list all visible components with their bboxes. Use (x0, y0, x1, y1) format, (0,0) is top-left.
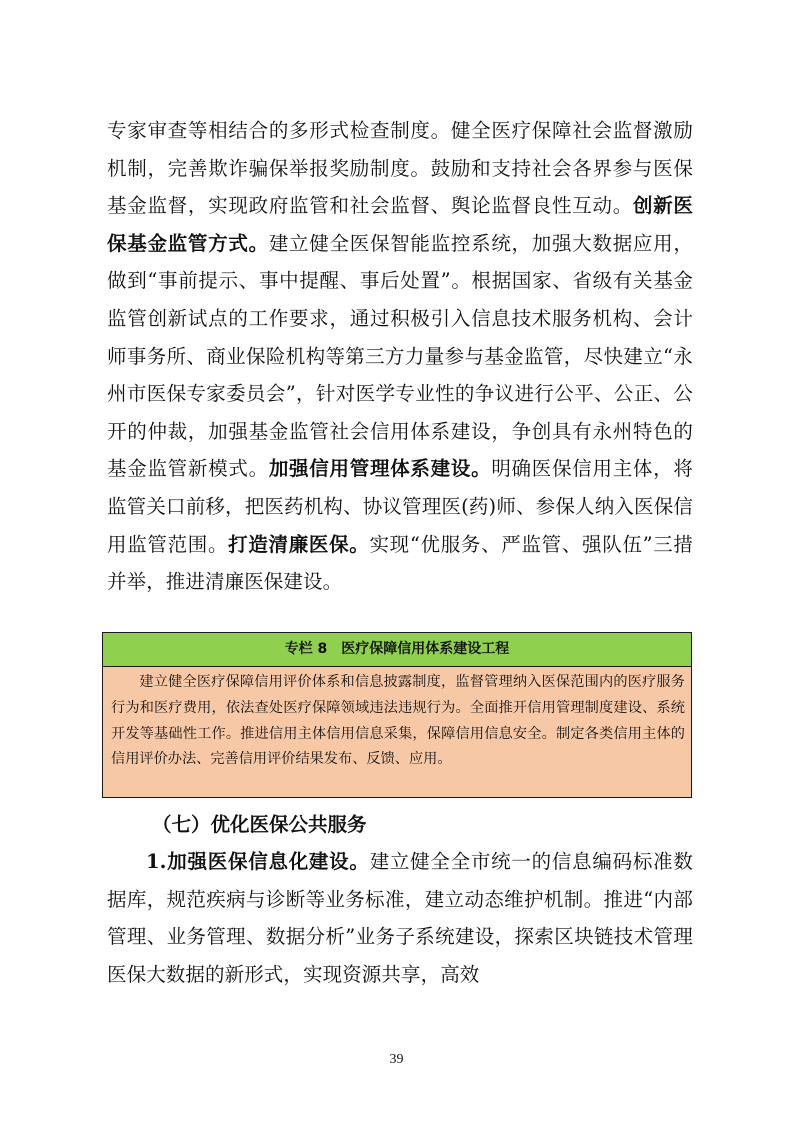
paragraph-fund-supervision (107, 112, 693, 601)
bold-heading-innovate-supervision: 创新医保基金监管方式。 (107, 194, 693, 255)
bold-heading-credit-management: 加强信用管理体系建设。 (268, 457, 492, 481)
column-box-body: 建立健全医疗保障信用评价体系和信息披露制度，监督管理纳入医保范围内的医疗服务行为和医疗费用，依法查处医疗保障领域违法违规行为。全面推开信用管理制度建设、系统开发等基础性工作。推进信用主体信用信息采集，保障信用信息安全。制定各类信用主体的信用评价办法、完善信用评价结果发布、反馈、应用。 (111, 674, 685, 768)
paragraph-informatization (107, 843, 693, 993)
column-box-credit-system (102, 632, 692, 798)
paragraph-text (107, 112, 693, 601)
text-segment: 专家审查等相结合的多形式检查制度。健全医疗保障社会监督激励机制，完善欺诈骗保举报奖励制度。鼓励和支持社会各界参与医保基金监督，实现政府监管和社会监督、舆论监督良性互动。 (107, 119, 693, 218)
page-number: 39 (389, 1052, 404, 1067)
text-segment: 明确医保信用主体，将监管关口前移，把医药机构、协议管理医(药)师、参保人纳入医保信用监管范围。 (107, 457, 693, 556)
column-box-title: 专栏 8 医疗保障信用体系建设工程 (103, 633, 691, 667)
bold-heading-informatization: 1.加强医保信息化建设。 (146, 850, 370, 873)
bold-heading-clean-insurance: 打造清廉医保。 (228, 532, 370, 556)
text-segment: 建立健全医保智能监控系统，加强大数据应用，做到“事前提示、事中提醒、事后处置”。根据国家、省级有关基金监管创新试点的工作要求，通过积极引入信息技术服务机构、会计师事务所、商业保险机构等第三方力量参与基金监管，尽快建立“永州市医保专家委员会”，针对医学专业性的争议进行公平、公正、公开的仲裁，加强基金监管社会信用体系建设，争创具有永州特色的基金监管新模式。 (107, 231, 693, 481)
section-heading: （七）优化医保公共服务 (152, 813, 367, 836)
text-segment: 实现“优服务、严监管、强队伍”三措并举，推进清廉医保建设。 (107, 532, 694, 594)
text-segment: 建立健全全市统一的信息编码标准数据库，规范疾病与诊断等业务标准，建立动态维护机制。推进“内部管理、业务管理、数据分析”业务子系统建设，探索区块链技术管理医保大数据的新形式，实现资源共享，高效 (107, 850, 693, 986)
